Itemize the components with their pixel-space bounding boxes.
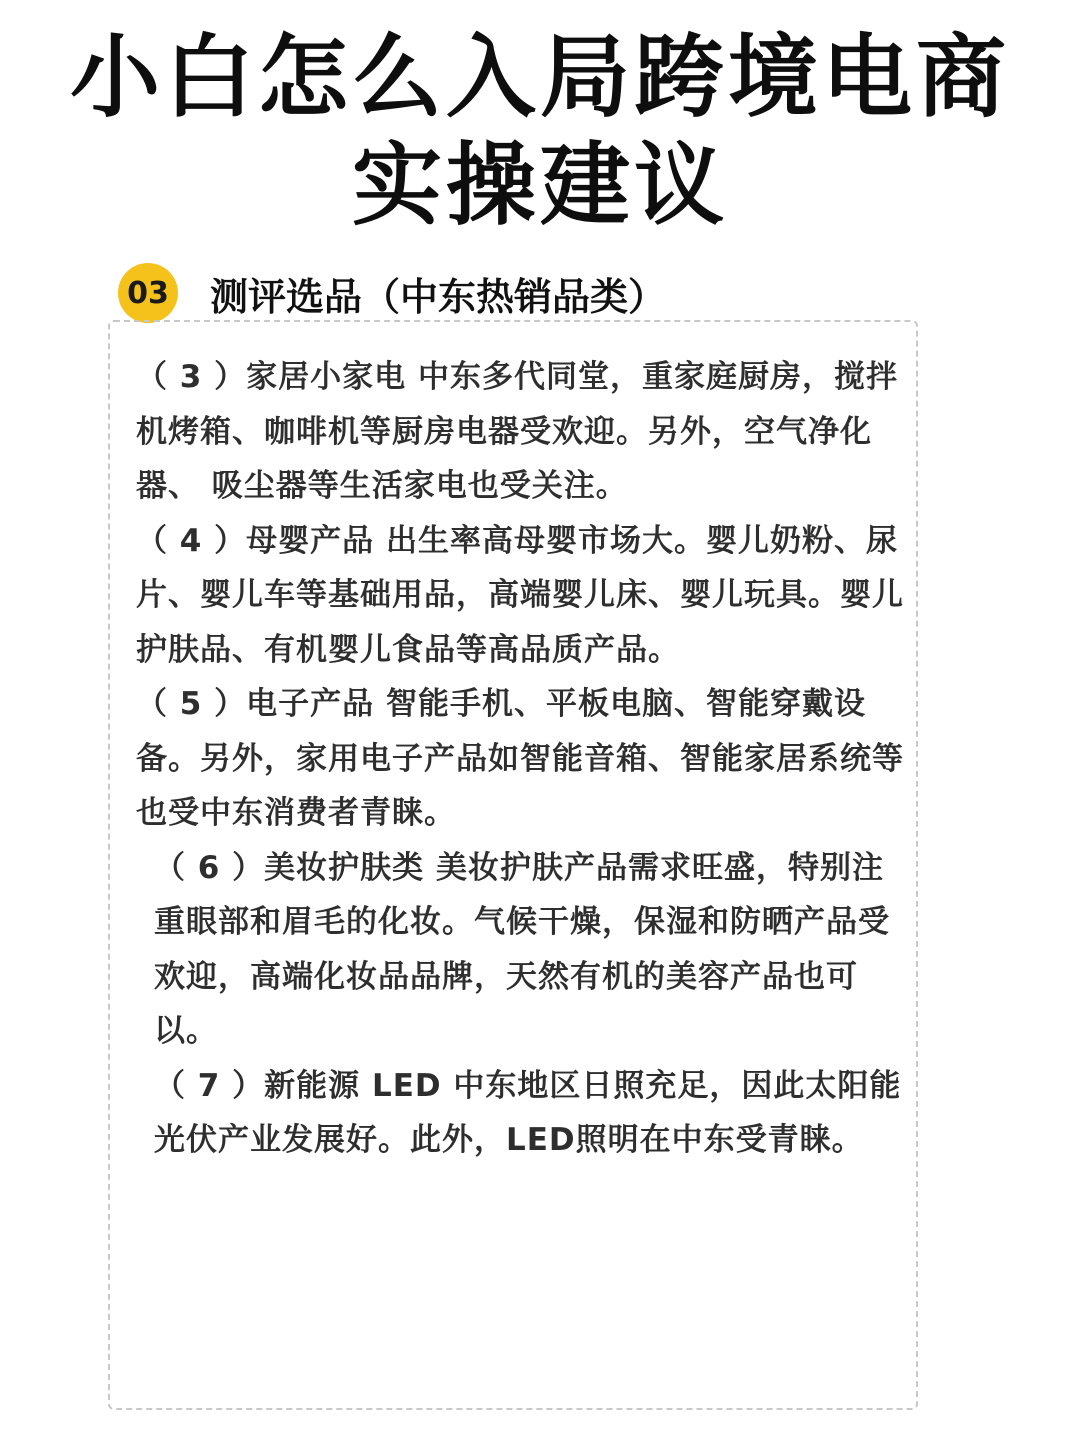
section-number-badge: 03 xyxy=(118,263,178,323)
paragraph-electronics: （ 5 ）电子产品 智能手机、平板电脑、智能穿戴设备。另外，家用电子产品如智能音箱、智能家居系统等也受中东消费者青睐。 xyxy=(136,686,904,831)
paragraph-new-energy-led: （ 7 ）新能源 LED 中东地区日照充足，因此太阳能光伏产业发展好。此外，LED照明在中东受青睐。 xyxy=(154,1067,902,1158)
section-header xyxy=(118,262,666,324)
paragraph-home-appliances: （ 3 ）家居小家电 中东多代同堂，重家庭厨房，搅拌机烤箱、咖啡机等厨房电器受欢迎。另外，空气净化器、 吸尘器等生活家电也受关注。 xyxy=(136,359,898,504)
section-heading: 测评选品（中东热销品类） xyxy=(210,274,667,319)
paragraph-maternal-baby: （ 4 ）母婴产品 出生率高母婴市场大。婴儿奶粉、尿片、婴儿车等基础用品，高端婴儿床、婴儿玩具。婴儿护肤品、有机婴儿食品等高品质产品。 xyxy=(136,522,904,668)
content-body xyxy=(136,350,906,1168)
paragraph-beauty-skincare: （ 6 ）美妆护肤类 美妆护肤产品需求旺盛，特别注重眼部和眉毛的化妆。气候干燥，保湿和防晒产品受欢迎，高端化妆品品牌，天然有机的美容产品也可以。 xyxy=(154,849,890,1049)
page-subtitle: 实操建议 xyxy=(352,133,728,238)
page-title: 小白怎么入局跨境电商 xyxy=(70,25,1010,130)
